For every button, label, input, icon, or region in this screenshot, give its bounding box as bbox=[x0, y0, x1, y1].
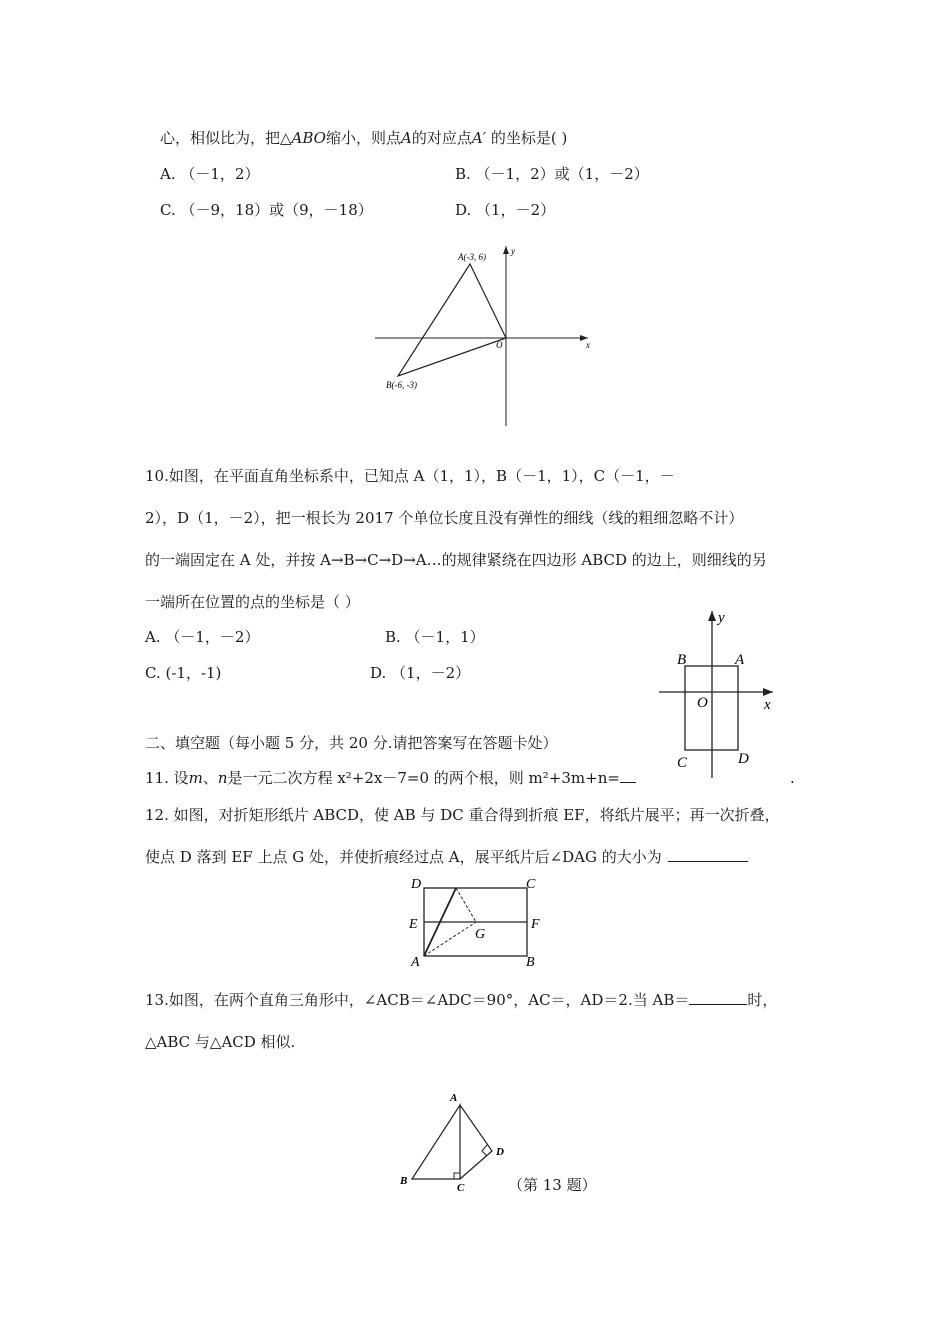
q10-label-o: O bbox=[697, 695, 708, 711]
q9-option-a: A. （－1，2） bbox=[160, 165, 260, 183]
q13-caption: （第 13 题） bbox=[508, 1176, 597, 1194]
q10-line3: 的一端固定在 A 处，并按 A→B→C→D→A…的规律紧绕在四边形 ABCD 的边上，则细线的另 bbox=[145, 551, 767, 569]
q12-answer-blank[interactable] bbox=[668, 847, 748, 862]
q9-option-c: C. （－9，18）或（9，－18） bbox=[160, 201, 373, 219]
q9-label-b: B(-6, -3) bbox=[386, 380, 417, 390]
q11-pre: 11. 设 bbox=[145, 769, 189, 787]
q9-label-y: y bbox=[511, 246, 515, 256]
q13-label-b: B bbox=[400, 1175, 408, 1187]
q9-aprime: A′ bbox=[471, 129, 487, 147]
q12-label-a: A bbox=[411, 955, 420, 969]
q10-label-x: x bbox=[764, 697, 771, 713]
q13-label-d: D bbox=[496, 1146, 504, 1158]
q13-line2: △ABC 与△ACD 相似. bbox=[145, 1033, 296, 1051]
q10-label-d: D bbox=[738, 751, 749, 767]
q12-label-g: G bbox=[475, 927, 486, 942]
q10-x-arrow bbox=[763, 688, 773, 696]
q9-a: A bbox=[401, 129, 412, 147]
q9-label-o: O bbox=[496, 340, 503, 350]
q11-mid: 是一元二次方程 x²+2x－7=0 的两个根，则 m²+3m+n= bbox=[227, 769, 620, 787]
q10-line4: 一端所在位置的点的坐标是（ ） bbox=[145, 593, 360, 611]
q11-answer-blank[interactable] bbox=[620, 768, 636, 783]
q9-option-b: B. （－1，2）或（1，－2） bbox=[455, 165, 649, 183]
q13-right-angle-c bbox=[454, 1173, 460, 1179]
q9-abo: ABO bbox=[291, 129, 326, 147]
q11-m: m bbox=[188, 769, 203, 787]
q13-figure bbox=[390, 1085, 520, 1195]
q13-triangle-abc bbox=[412, 1105, 460, 1179]
q9-y-arrow bbox=[503, 246, 509, 254]
q13-label-a: A bbox=[450, 1092, 458, 1104]
q10-option-b: B. （－1，1） bbox=[385, 628, 485, 646]
q9-stem-d: 的坐标是( ) bbox=[486, 129, 568, 147]
q12-label-f: F bbox=[531, 917, 540, 932]
q13-line1 bbox=[145, 990, 777, 1010]
q12-line2 bbox=[145, 847, 748, 867]
q12-label-e: E bbox=[409, 917, 418, 932]
q12-label-c: C bbox=[526, 877, 536, 892]
q13-answer-blank[interactable] bbox=[689, 990, 747, 1005]
q10-line1: 10.如图，在平面直角坐标系中，已知点 A（1，1），B（－1，1），C（－1，－ bbox=[145, 467, 675, 485]
q9-label-a: A(-3, 6) bbox=[458, 252, 486, 262]
q12-label-d: D bbox=[411, 877, 422, 892]
q13-line1-end: 时， bbox=[747, 991, 778, 1009]
q12-label-b: B bbox=[526, 955, 535, 969]
q11-sep: 、 bbox=[202, 769, 218, 787]
q10-option-c: C. (-1，-1) bbox=[145, 664, 222, 682]
q11-n: n bbox=[217, 769, 228, 787]
q10-label-y: y bbox=[718, 610, 725, 626]
q12-dashed-dg bbox=[456, 888, 476, 922]
q12-line2-text: 使点 D 落到 EF 上点 G 处，并使折痕经过点 A，展平纸片后∠DAG 的大小为 bbox=[145, 848, 662, 866]
q10-label-a: A bbox=[735, 652, 745, 668]
q10-option-d: D. （1，－2） bbox=[370, 664, 471, 682]
q10-y-arrow bbox=[708, 611, 716, 621]
q9-stem bbox=[160, 128, 567, 148]
q13-triangle-acd bbox=[460, 1105, 492, 1179]
q10-line2: 2），D（1，－2），把一根长为 2017 个单位长度且没有弹性的细线（线的粗细忽略不计） bbox=[145, 509, 744, 527]
q9-stem-a: 心，相似比为，把△ bbox=[160, 129, 292, 147]
q13-right-angle-d bbox=[482, 1145, 487, 1156]
q9-figure bbox=[370, 240, 600, 430]
q10-option-a: A. （－1，－2） bbox=[145, 628, 260, 646]
q12-figure bbox=[405, 874, 550, 969]
q13-label-c: C bbox=[457, 1182, 465, 1194]
q9-triangle-abo bbox=[398, 264, 506, 376]
q9-label-x: x bbox=[586, 340, 590, 350]
q11 bbox=[145, 768, 795, 788]
q9-stem-b: 缩小，则点 bbox=[325, 129, 401, 147]
q10-label-c: C bbox=[677, 755, 688, 771]
q12-line1: 12. 如图，对折矩形纸片 ABCD，使 AB 与 DC 重合得到折痕 EF，将纸片展平；再一次折叠， bbox=[145, 806, 780, 824]
q10-figure bbox=[655, 605, 790, 780]
q10-label-b: B bbox=[677, 652, 687, 668]
q9-option-d: D. （1，－2） bbox=[455, 201, 556, 219]
q9-stem-c: 的对应点 bbox=[411, 129, 472, 147]
section-fill-in-heading: 二、填空题（每小题 5 分，共 20 分.请把答案写在答题卡处） bbox=[145, 734, 558, 752]
q13-line1-text: 13.如图，在两个直角三角形中，∠ACB＝∠ADC＝90°，AC＝，AD＝2.当 AB＝ bbox=[145, 991, 690, 1009]
q11-end: . bbox=[790, 769, 795, 787]
